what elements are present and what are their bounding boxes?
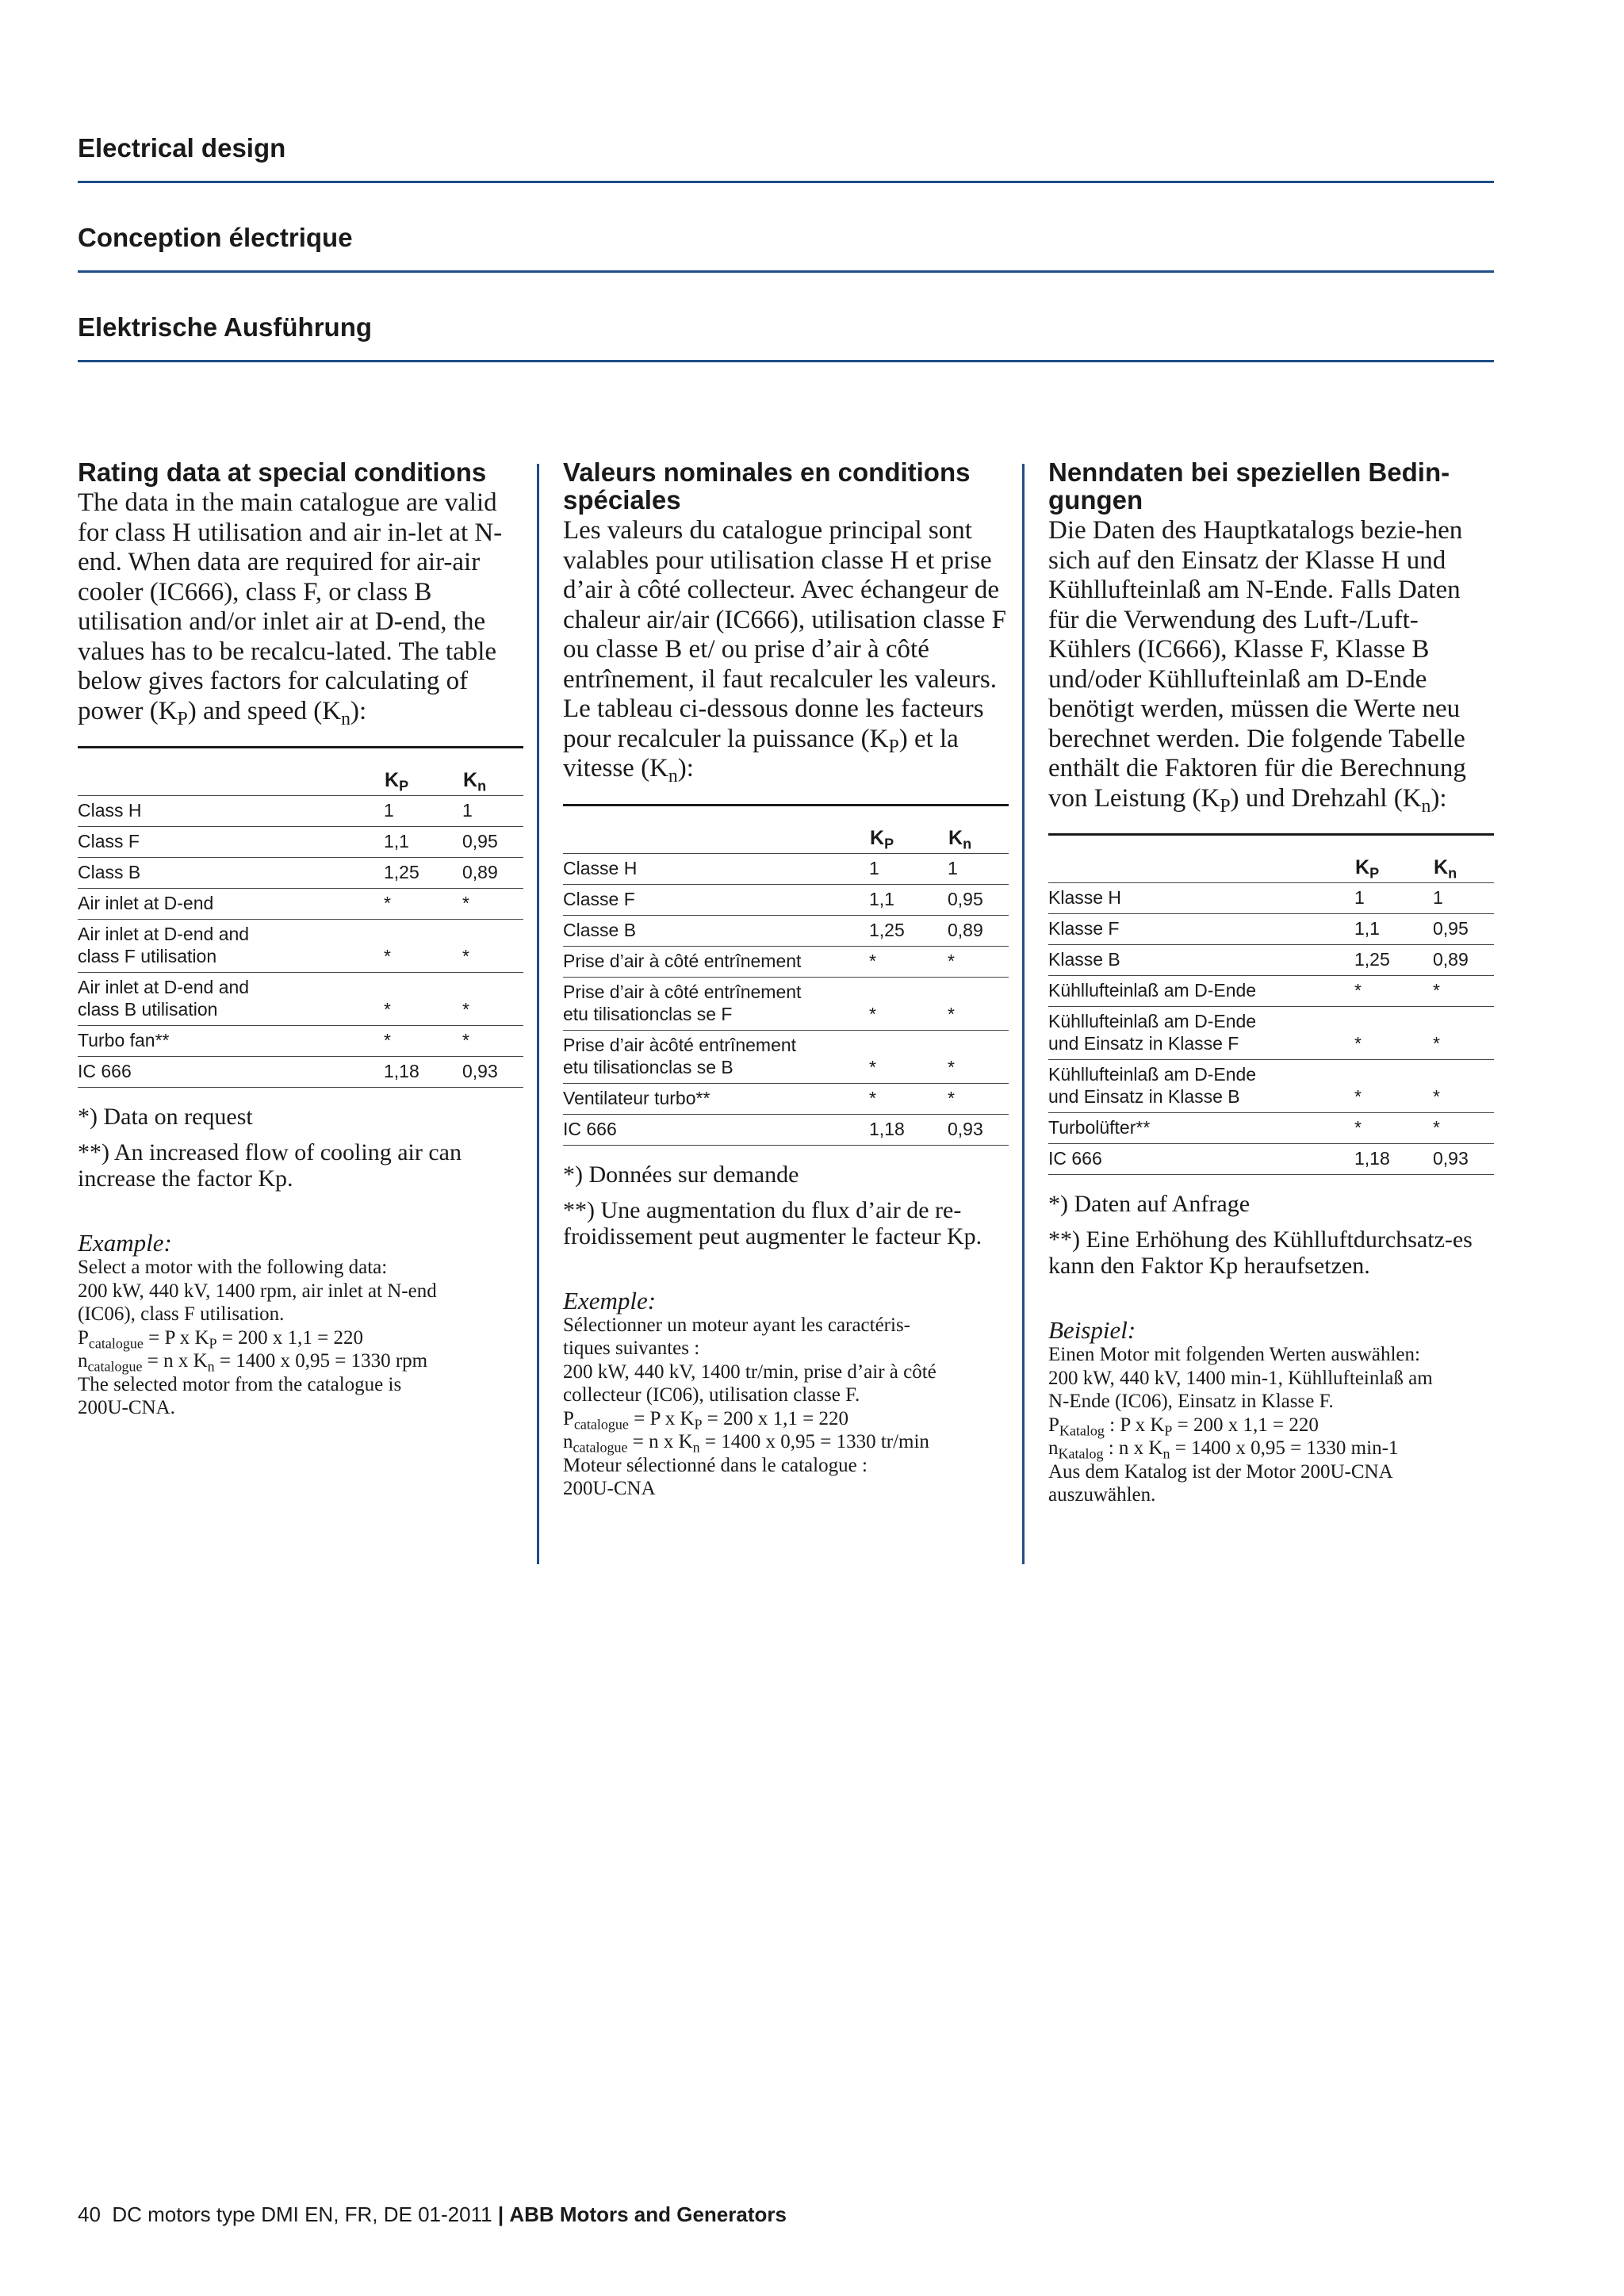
kp-value: * <box>869 1030 948 1083</box>
kn-value: 0,89 <box>948 915 1009 946</box>
table-row <box>78 796 523 827</box>
table-row <box>563 946 1009 977</box>
section-heading: Valeurs nominales en conditions spéciales <box>563 457 971 515</box>
table-row <box>78 827 523 858</box>
kn-value: * <box>948 1083 1009 1114</box>
kp-value: 1,18 <box>869 1114 948 1145</box>
calc-power: $P_{catalogue} = P$ x $K_P = 200$ x 1,1 = 220 <box>563 1407 848 1432</box>
kp-value: * <box>869 977 948 1030</box>
column-en <box>78 458 523 1420</box>
kp-value: * <box>1354 1007 1433 1060</box>
table-row <box>78 973 523 1026</box>
table-row <box>563 977 1009 1030</box>
kp-value: 1 <box>384 796 462 827</box>
factor-table <box>78 746 523 1088</box>
row-label: Turbolüfter** <box>1048 1113 1354 1144</box>
kn-value: 1 <box>462 796 523 827</box>
row-label: Air inlet at D-end <box>78 889 384 920</box>
table-row <box>1048 1113 1494 1144</box>
kn-value: * <box>462 973 523 1026</box>
kn-value: 0,95 <box>1433 914 1494 945</box>
kn-value: 1 <box>1433 883 1494 914</box>
table-row <box>78 1026 523 1057</box>
row-label: IC 666 <box>1048 1144 1354 1175</box>
header-title-fr <box>78 224 1494 251</box>
kn-value: * <box>948 1030 1009 1083</box>
table-row <box>1048 945 1494 976</box>
kp-value: * <box>1354 1113 1433 1144</box>
table-row <box>1048 1144 1494 1175</box>
footer-separator: | <box>497 2202 504 2226</box>
example-body: Einen Motor mit folgenden Werten auswählen: 200 kW, 440 kV, 1400 min-1, Kühllufteinlaß am N-Ende (IC06), Einsatz in Klasse F. $P_{Katalog}$ : P x $K_P = 200$ x 1,1 = 220 $n_{Katalog}$ : n x $K_n = 1400$ x 0,95 = 1330 min-1 Aus dem Katalog ist der Motor 200U-CNA auszuwählen. <box>1048 1343 1494 1507</box>
row-label: Prise d’air à côté entrînement <box>563 946 869 977</box>
row-label: IC 666 <box>563 1114 869 1145</box>
row-label: Klasse B <box>1048 945 1354 976</box>
table-header-label <box>78 748 384 796</box>
row-label: Kühllufteinlaß am D-Ende <box>1048 976 1354 1007</box>
calc-speed: $n_{catalogue} = n$ x $K_n = 1400$ x 0,95 = 1330 tr/min <box>563 1431 929 1456</box>
table-header-kn: $K_n$ <box>948 805 1009 853</box>
row-label: Class H <box>78 796 384 827</box>
kn-value: 0,93 <box>1433 1144 1494 1175</box>
table-header-kp: $K_P$ <box>1354 835 1433 883</box>
column-de <box>1048 458 1494 1507</box>
page-title: Electrical design <box>78 133 286 163</box>
table-row <box>1048 883 1494 914</box>
footnote-1: *) Data on request <box>78 1104 253 1130</box>
table-header-kn: $K_n$ <box>1433 835 1494 883</box>
table-row <box>78 1057 523 1088</box>
table-row <box>563 1030 1009 1083</box>
table-header-label <box>563 805 869 853</box>
kp-value: 1,25 <box>869 915 948 946</box>
table-row <box>563 915 1009 946</box>
kn-value: 0,95 <box>948 884 1009 915</box>
kp-value: * <box>869 946 948 977</box>
table-row <box>1048 1007 1494 1060</box>
kn-value: 0,95 <box>462 827 523 858</box>
row-label: Klasse H <box>1048 883 1354 914</box>
kp-value: 1,25 <box>384 858 462 889</box>
header-title-en <box>78 135 1494 161</box>
example-body: Sélectionner un moteur ayant les caractéris- tiques suivantes : 200 kW, 440 kV, 1400 tr/min, prise d’air à côté collecteur (IC06), utilisation classe F. $P_{catalogue} = P$ x $K_P = 200$ x 1,1 = 220 $n_{catalogue} = n$ x $K_n = 1400$ x 0,95 = 1330 tr/min Moteur sélectionné dans le catalogue : 200U-CNA <box>563 1314 1009 1501</box>
kn-value: * <box>948 977 1009 1030</box>
example-body: Select a motor with the following data: 200 kW, 440 kV, 1400 rpm, air inlet at N-end (IC06), class F utilisation. $P_{catalogue} = P$ x $K_P = 200$ x 1,1 = 220 $n_{catalogue} = n$ x $K_n = 1400$ x 0,95 = 1330 rpm The selected motor from the catalogue is 200U-CNA. <box>78 1256 523 1420</box>
table-header-label <box>1048 835 1354 883</box>
calc-power: $P_{catalogue} = P$ x $K_P = 200$ x 1,1 = 220 <box>78 1326 363 1351</box>
table-header-kn: $K_n$ <box>462 748 523 796</box>
section-heading: Rating data at special conditions <box>78 457 487 487</box>
column-fr <box>563 458 1009 1501</box>
table-row <box>563 1114 1009 1145</box>
kp-value: * <box>1354 976 1433 1007</box>
table-header-kp: $K_P$ <box>869 805 948 853</box>
header-title-de <box>78 314 1494 340</box>
kp-value: * <box>384 973 462 1026</box>
kn-value: 0,89 <box>1433 945 1494 976</box>
table-row <box>78 858 523 889</box>
example-heading: Beispiel: <box>1048 1316 1136 1344</box>
row-label: Kühllufteinlaß am D-Ende und Einsatz in Klasse F <box>1048 1007 1354 1060</box>
table-row <box>563 853 1009 884</box>
kp-value: * <box>384 1026 462 1057</box>
kp-value: * <box>384 889 462 920</box>
row-label: Classe F <box>563 884 869 915</box>
kn-value: * <box>462 889 523 920</box>
row-label: IC 666 <box>78 1057 384 1088</box>
page-number: 40 <box>78 2202 101 2226</box>
kp-value: 1,1 <box>869 884 948 915</box>
footnote-2: **) Eine Erhöhung des Kühlluftdurchsatz-es kann den Faktor Kp heraufsetzen. <box>1048 1226 1473 1279</box>
column-divider-2 <box>1022 464 1025 1564</box>
row-label: Kühllufteinlaß am D-Ende und Einsatz in Klasse B <box>1048 1060 1354 1113</box>
table-row <box>1048 914 1494 945</box>
footnote-2: **) An increased flow of cooling air can increase the factor Kp. <box>78 1139 462 1192</box>
table-row <box>563 1083 1009 1114</box>
kp-value: * <box>384 920 462 973</box>
header-rule-2 <box>78 270 1494 273</box>
kp-value: 1,18 <box>384 1057 462 1088</box>
kp-value: 1 <box>1354 883 1433 914</box>
kn-value: * <box>1433 1007 1494 1060</box>
footnote-1: *) Données sur demande <box>563 1161 799 1188</box>
factor-table <box>1048 833 1494 1175</box>
page-footer <box>78 2202 787 2227</box>
kp-value: 1,25 <box>1354 945 1433 976</box>
kp-value: 1 <box>869 853 948 884</box>
row-label: Prise d’air àcôté entrînement etu tilisationclas se B <box>563 1030 869 1083</box>
calc-power: $P_{Katalog}$ : P x $K_P = 200$ x 1,1 = 220 <box>1048 1414 1319 1438</box>
table-row <box>78 889 523 920</box>
table-row <box>1048 976 1494 1007</box>
kn-value: * <box>948 946 1009 977</box>
row-label: Prise d’air à côté entrînement etu tilisationclas se F <box>563 977 869 1030</box>
page-title-de: Elektrische Ausführung <box>78 312 373 342</box>
header-rule-3 <box>78 360 1494 362</box>
kn-value: 0,93 <box>462 1057 523 1088</box>
factor-table <box>563 804 1009 1146</box>
kn-value: * <box>1433 976 1494 1007</box>
page-title-fr: Conception électrique <box>78 223 353 252</box>
kp-value: * <box>1354 1060 1433 1113</box>
section-body: Die Daten des Hauptkatalogs bezie-hen sich auf den Einsatz der Klasse H und Kühllufteinlaß am N-Ende. Falls Daten für die Verwendung des Luft-/Luft-Kühlers (IC666), Klasse F, Klasse B und/oder Kühllufteinlaß am D-Ende benötigt werden, müssen die Werte neu berechnet werden. Die folgende Tabelle enthält die Faktoren für die Berechnung von Leistung $(K_P)$ und Drehzahl $(K_n)$: <box>1048 516 1466 817</box>
section-body: The data in the main catalogue are valid for class H utilisation and air in-let at N-end. When data are required for air-air cooler (IC666), class F, or class B utilisation and/or inlet air at D-end, the values has to be recalcu-lated. The table below gives factors for calculating of power $(K_P)$ and speed $(K_n)$: <box>78 488 503 729</box>
row-label: Air inlet at D-end and class F utilisation <box>78 920 384 973</box>
kn-value: * <box>1433 1113 1494 1144</box>
calc-speed: $n_{catalogue} = n$ x $K_n = 1400$ x 0,95 = 1330 rpm <box>78 1350 428 1375</box>
kp-value: 1,1 <box>384 827 462 858</box>
row-label: Air inlet at D-end and class B utilisation <box>78 973 384 1026</box>
kp-value: * <box>869 1083 948 1114</box>
row-label: Turbo fan** <box>78 1026 384 1057</box>
kn-value: * <box>1433 1060 1494 1113</box>
row-label: Class F <box>78 827 384 858</box>
column-divider-1 <box>537 464 539 1564</box>
table-row <box>563 884 1009 915</box>
header-rule-1 <box>78 181 1494 183</box>
example-heading: Exemple: <box>563 1286 657 1314</box>
kn-value: 1 <box>948 853 1009 884</box>
table-row <box>78 920 523 973</box>
calc-speed: $n_{Katalog}$ : n x $K_n = 1400$ x 0,95 = 1330 min-1 <box>1048 1437 1399 1462</box>
kn-value: 0,93 <box>948 1114 1009 1145</box>
footnote-2: **) Une augmentation du flux d’air de re-froidissement peut augmenter le facteur Kp. <box>563 1196 982 1249</box>
example-heading: Example: <box>78 1229 172 1257</box>
kn-value: 0,89 <box>462 858 523 889</box>
kn-value: * <box>462 1026 523 1057</box>
row-label: Classe H <box>563 853 869 884</box>
row-label: Classe B <box>563 915 869 946</box>
table-row <box>1048 1060 1494 1113</box>
document-name: DC motors type DMI EN, FR, DE 01-2011 <box>112 2202 492 2226</box>
row-label: Class B <box>78 858 384 889</box>
footnote-1: *) Daten auf Anfrage <box>1048 1191 1251 1217</box>
brand-name: ABB Motors and Generators <box>509 2202 787 2226</box>
section-body: Les valeurs du catalogue principal sont valables pour utilisation classe H et prise d’air à côté collecteur. Avec échangeur de chaleur air/air (IC666), utilisation classe F ou classe B et/ ou prise d’air à côté entrînement, il faut recalculer les valeurs. Le tableau ci-dessous donne les facteurs pour recalculer la puissance $(K_P)$ et la vitesse $(K_n)$: <box>563 516 1007 787</box>
kn-value: * <box>462 920 523 973</box>
row-label: Klasse F <box>1048 914 1354 945</box>
section-heading: Nenndaten bei speziellen Bedin-gungen <box>1048 457 1450 515</box>
kp-value: 1,1 <box>1354 914 1433 945</box>
row-label: Ventilateur turbo** <box>563 1083 869 1114</box>
kp-value: 1,18 <box>1354 1144 1433 1175</box>
table-header-kp: $K_P$ <box>384 748 462 796</box>
